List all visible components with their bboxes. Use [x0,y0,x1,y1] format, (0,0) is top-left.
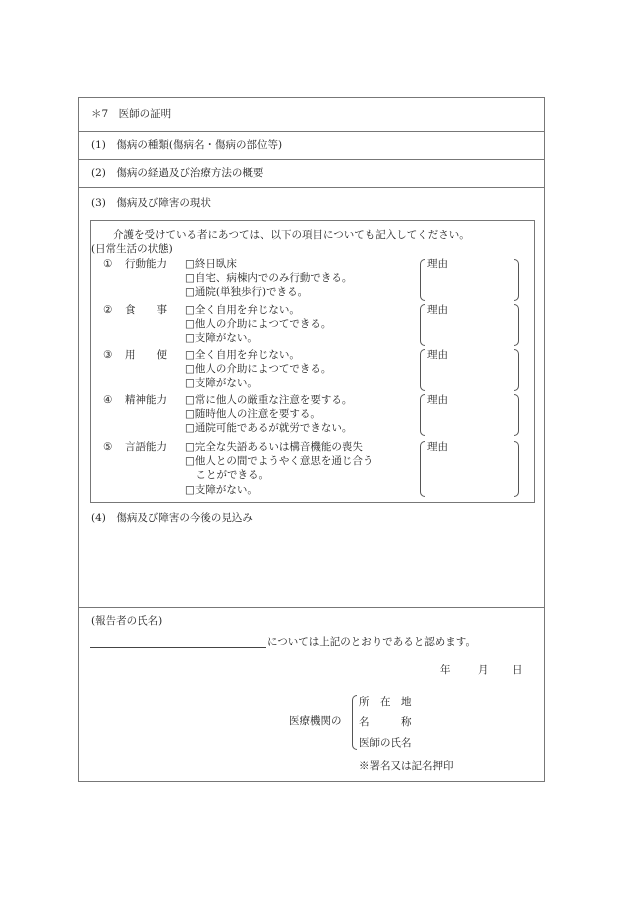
option-checkbox[interactable]: □通院(単独歩行)できる。 [185,286,309,298]
bracket-right [514,259,519,301]
reporter-name-field[interactable] [90,647,266,648]
option-checkbox[interactable]: □自宅、病棟内でのみ行動できる。 [185,272,353,284]
option-checkbox[interactable]: □通院可能であるが就労できない。 [185,422,353,434]
option-checkbox[interactable]: □終日臥床 [185,258,237,270]
bracket-left [420,349,425,391]
bracket-right [514,304,519,346]
reason-label[interactable]: 理由 [427,304,448,316]
section-current-status: (3) 傷病及び障害の現状 [91,197,211,209]
option-checkbox[interactable]: □随時他人の注意を要する。 [185,408,321,420]
option-checkbox[interactable]: □支障がない。 [185,332,258,344]
bracket-right [514,394,519,436]
date-month[interactable]: 月 [478,664,489,676]
bracket-left [420,394,425,436]
date-day[interactable]: 日 [512,664,523,676]
item-number: ② [103,304,113,316]
option-checkbox[interactable]: □支障がない。 [185,484,258,496]
divider [78,159,545,160]
divider [78,187,545,188]
divider [78,607,545,608]
divider [78,131,545,132]
option-checkbox[interactable]: □他人の介助によつてできる。 [185,318,332,330]
option-checkbox[interactable]: □支障がない。 [185,377,258,389]
item-number: ① [103,258,113,270]
date-year[interactable]: 年 [440,664,451,676]
bracket-left [420,304,425,346]
certification-statement: については上記のとおりであると認めます。 [267,636,476,648]
signature-note: ※署名又は記名押印 [359,760,454,772]
field-doctor-name[interactable]: 医師の氏名 [359,737,412,749]
item-number: ③ [103,349,113,361]
reason-label[interactable]: 理由 [427,258,448,270]
option-checkbox[interactable]: □完全な失語あるいは構音機能の喪失 [185,441,363,453]
option-checkbox[interactable]: □他人の介助によつてできる。 [185,363,332,375]
brace-icon [352,695,357,750]
section-injury-type[interactable]: (1) 傷病の種類(傷病名・傷病の部位等) [91,139,283,151]
section-treatment-summary[interactable]: (2) 傷病の経過及び治療方法の概要 [91,167,264,179]
item-number: ⑤ [103,441,113,453]
item-label-speech: 言語能力 [125,441,167,453]
option-checkbox[interactable]: □常に他人の厳重な注意を要する。 [185,394,353,406]
item-label-toileting: 用 便 [125,349,167,361]
bracket-left [420,441,425,497]
reason-label[interactable]: 理由 [427,394,448,406]
bracket-left [420,259,425,301]
item-label-eating: 食 事 [125,304,167,316]
option-continuation: ことができる。 [185,469,269,481]
institution-label: 医療機関の [289,715,342,727]
item-label-mental: 精神能力 [125,394,167,406]
item-label-mobility: 行動能力 [125,258,167,270]
bracket-right [514,441,519,497]
item-number: ④ [103,394,113,406]
care-instruction: 介護を受けている者にあつては、以下の項目についても記入してください。 [113,229,470,241]
reason-label[interactable]: 理由 [427,441,448,453]
section-prognosis[interactable]: (4) 傷病及び障害の今後の見込み [91,512,253,524]
field-institution-name[interactable]: 名 称 [359,716,412,728]
reason-label[interactable]: 理由 [427,349,448,361]
care-subheading: (日常生活の状態) [91,243,173,255]
option-checkbox[interactable]: □他人との間でようやく意思を通じ合う [185,455,374,467]
form-title: ＊7 医師の証明 [91,108,172,120]
option-checkbox[interactable]: □全く自用を弁じない。 [185,349,300,361]
reporter-name-label: (報告者の氏名) [91,615,163,627]
option-checkbox[interactable]: □全く自用を弁じない。 [185,304,300,316]
field-address[interactable]: 所 在 地 [359,696,412,708]
bracket-right [514,349,519,391]
